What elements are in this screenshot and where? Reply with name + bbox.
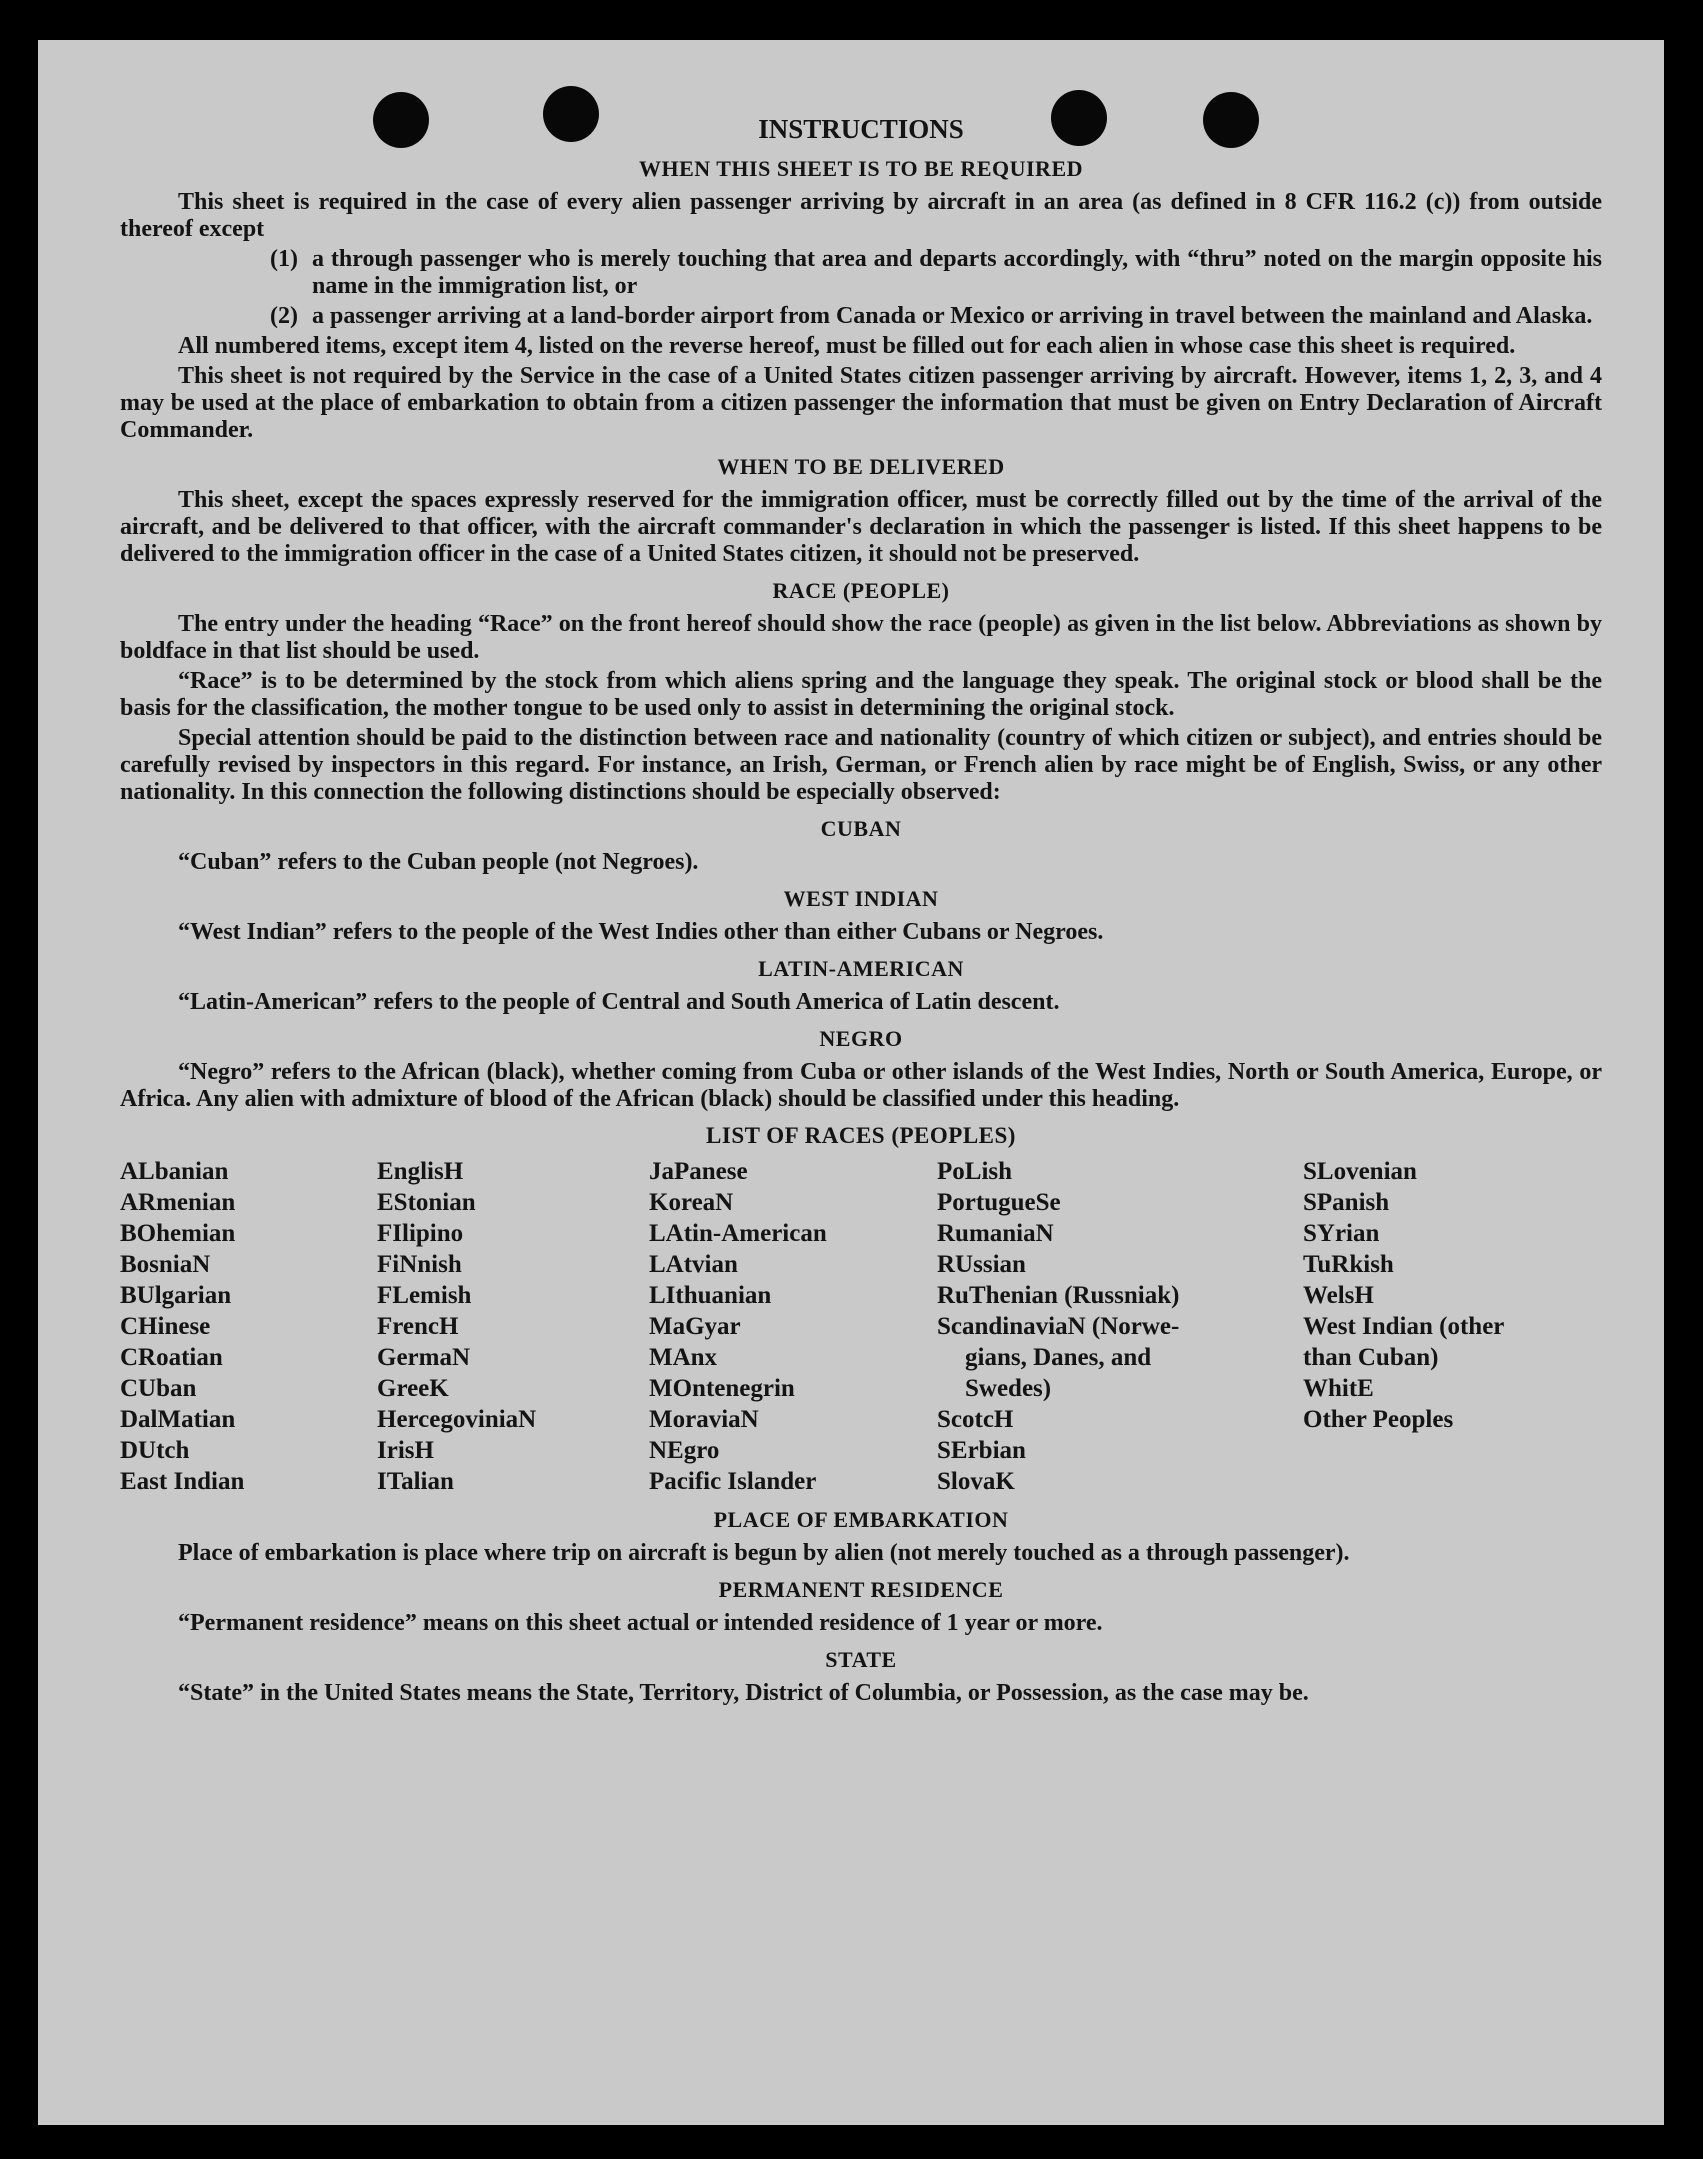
paragraph: “Permanent residence” means on this sheet actual or intended residence of 1 year or more. <box>178 1610 1103 1636</box>
race-column <box>937 1156 1303 1497</box>
race-column <box>120 1156 377 1497</box>
race-entry: ALbanian <box>120 1158 229 1185</box>
section-heading: CUBAN <box>820 816 902 841</box>
race-entry: GermaN <box>377 1344 471 1371</box>
paragraph: Place of embarkation is place where trip on aircraft is begun by alien (not merely touched as a through passenger). <box>178 1540 1350 1566</box>
race-entry: MOntenegrin <box>649 1375 795 1402</box>
exception-item <box>120 303 1602 330</box>
race-entry: West Indian (other <box>1303 1313 1505 1340</box>
section-heading: LATIN-AMERICAN <box>758 956 964 981</box>
document-sheet <box>38 40 1664 2125</box>
race-entry: East Indian <box>120 1468 245 1495</box>
race-entry: PortugueSe <box>937 1189 1061 1216</box>
section-heading: WHEN TO BE DELIVERED <box>717 454 1005 479</box>
paragraph: “Cuban” refers to the Cuban people (not Negroes). <box>178 849 699 875</box>
race-column <box>1303 1156 1602 1497</box>
race-entry: SlovaK <box>937 1468 1015 1495</box>
section-heading: RACE (PEOPLE) <box>772 578 950 603</box>
race-entry: LIthuanian <box>649 1282 772 1309</box>
race-entry: MaGyar <box>649 1313 741 1340</box>
race-entry: FIlipino <box>377 1220 464 1247</box>
race-entry: GreeK <box>377 1375 449 1402</box>
race-entry: FiNnish <box>377 1251 462 1278</box>
paragraph: “Race” is to be determined by the stock from which aliens spring and the language they speak. The original stock or blood shall be the basis for the classification, the mother tongue to be used only to assist in determining the original stock. <box>120 668 1602 721</box>
paragraph: This sheet is required in the case of every alien passenger arriving by aircraft in an area (as defined in 8 CFR 116.2 (c)) from outside thereof except <box>120 189 1602 242</box>
item-text: a through passenger who is merely touching that area and departs accordingly, with “thru” noted on the margin opposite his name in the immigration list, or <box>312 246 1602 299</box>
section-heading: WHEN THIS SHEET IS TO BE REQUIRED <box>638 156 1084 181</box>
exception-item <box>120 246 1602 300</box>
race-entry: CUban <box>120 1375 197 1402</box>
race-entry: ScandinaviaN (Norwe- <box>937 1313 1180 1340</box>
page-title: INSTRUCTIONS <box>758 114 964 144</box>
race-entry: BUlgarian <box>120 1282 232 1309</box>
race-entry: NEgro <box>649 1437 720 1464</box>
race-entry: MoraviaN <box>649 1406 759 1433</box>
race-entry: PoLish <box>937 1158 1013 1185</box>
race-entry: Other Peoples <box>1303 1406 1454 1433</box>
race-entry: CRoatian <box>120 1344 223 1371</box>
race-entry: JaPanese <box>649 1158 748 1185</box>
race-entry: EStonian <box>377 1189 476 1216</box>
race-entry: FrencH <box>377 1313 459 1340</box>
race-entry: than Cuban) <box>1303 1344 1439 1371</box>
paragraph: “State” in the United States means the State, Territory, District of Columbia, or Possession, as the case may be. <box>178 1680 1309 1706</box>
paragraph: “West Indian” refers to the people of the West Indies other than either Cubans or Negroes. <box>178 919 1104 945</box>
instructions-body <box>120 116 1602 1710</box>
race-entry: SPanish <box>1303 1189 1390 1216</box>
item-number: (1) <box>270 246 298 272</box>
race-list <box>120 1156 1602 1497</box>
race-entry: BOhemian <box>120 1220 236 1247</box>
race-entry: RumaniaN <box>937 1220 1054 1247</box>
race-entry: DalMatian <box>120 1406 236 1433</box>
race-entry: KoreaN <box>649 1189 734 1216</box>
race-entry: RUssian <box>937 1251 1026 1278</box>
race-entry: HercegoviniaN <box>377 1406 537 1433</box>
paragraph: “Latin-American” refers to the people of Central and South America of Latin descent. <box>178 989 1060 1015</box>
race-entry: ARmenian <box>120 1189 236 1216</box>
race-entry: ITalian <box>377 1468 454 1495</box>
race-entry: TuRkish <box>1303 1251 1394 1278</box>
race-entry: BosniaN <box>120 1251 211 1278</box>
section-heading: WEST INDIAN <box>783 886 939 911</box>
race-entry: WelsH <box>1303 1282 1374 1309</box>
race-column <box>377 1156 649 1497</box>
race-entry: WhitE <box>1303 1375 1374 1402</box>
section-heading: PERMANENT RESIDENCE <box>718 1577 1004 1602</box>
item-text: a passenger arriving at a land-border airport from Canada or Mexico or arriving in travel between the mainland and Alaska. <box>312 303 1593 329</box>
race-entry: CHinese <box>120 1313 211 1340</box>
section-heading: NEGRO <box>819 1026 903 1051</box>
race-entry: ScotcH <box>937 1406 1014 1433</box>
race-entry: Pacific Islander <box>649 1468 817 1495</box>
section-heading: LIST OF RACES (PEOPLES) <box>706 1123 1016 1148</box>
race-entry: gians, Danes, and <box>965 1344 1152 1371</box>
race-entry: EnglisH <box>377 1158 464 1185</box>
race-entry: LAtvian <box>649 1251 738 1278</box>
paragraph: All numbered items, except item 4, listed on the reverse hereof, must be filled out for each alien in whose case this sheet is required. <box>178 333 1516 359</box>
race-entry: SErbian <box>937 1437 1026 1464</box>
item-number: (2) <box>270 303 298 329</box>
paragraph: The entry under the heading “Race” on the front hereof should show the race (people) as given in the list below. Abbreviations as shown by boldface in that list should be used. <box>120 611 1602 664</box>
section-heading: STATE <box>825 1647 897 1672</box>
race-entry: Swedes) <box>965 1375 1052 1402</box>
paragraph: This sheet is not required by the Service in the case of a United States citizen passenger arriving by aircraft. However, items 1, 2, 3, and 4 may be used at the place of embarkation to obtain from a citizen passenger the information that must be given on Entry Declaration of Aircraft Commander. <box>120 363 1602 443</box>
race-entry: MAnx <box>649 1344 718 1371</box>
race-entry: IrisH <box>377 1437 434 1464</box>
paragraph: “Negro” refers to the African (black), whether coming from Cuba or other islands of the West Indies, North or South America, Europe, or Africa. Any alien with admixture of blood of the African (black) should be classified under this heading. <box>120 1059 1602 1112</box>
race-entry: SLovenian <box>1303 1158 1417 1185</box>
paragraph: This sheet, except the spaces expressly reserved for the immigration officer, must be correctly filled out by the time of the arrival of the aircraft, and be delivered to that officer, with the aircraft commander's declaration in which the passenger is listed. If this sheet happens to be delivered to the immigration officer in the case of a United States citizen, it should not be preserved. <box>120 487 1602 567</box>
race-column <box>649 1156 937 1497</box>
race-entry: LAtin-American <box>649 1220 827 1247</box>
race-entry: RuThenian (Russniak) <box>937 1282 1180 1309</box>
section-heading: PLACE OF EMBARKATION <box>713 1507 1009 1532</box>
race-entry: FLemish <box>377 1282 472 1309</box>
race-entry: DUtch <box>120 1437 190 1464</box>
paragraph: Special attention should be paid to the distinction between race and nationality (country of which citizen or subject), and entries should be carefully revised by inspectors in this regard. For instance, an Irish, German, or French alien by race might be of English, Swiss, or any other nationality. In this connection the following distinctions should be especially observed: <box>120 725 1602 805</box>
race-entry: SYrian <box>1303 1220 1380 1247</box>
